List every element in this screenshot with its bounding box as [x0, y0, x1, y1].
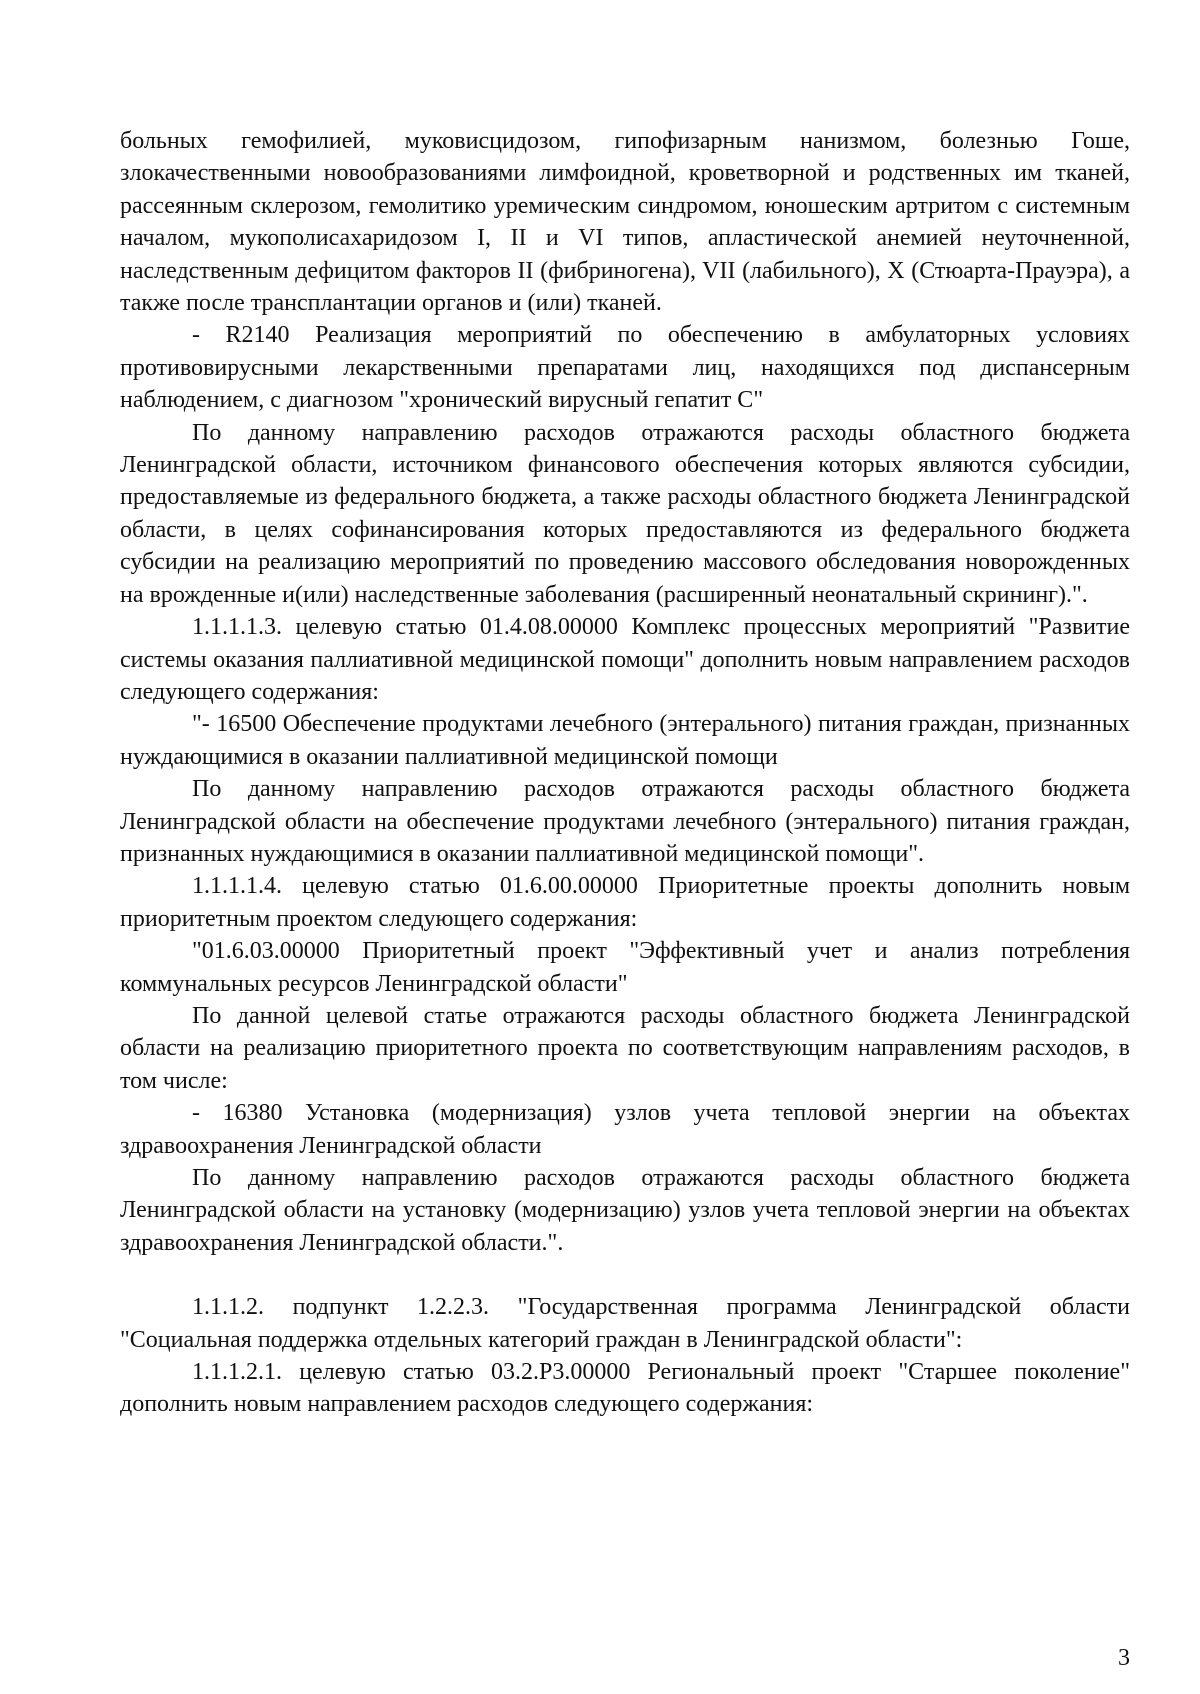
paragraph-1-1-1-1-4: 1.1.1.1.4. целевую статью 01.6.00.00000 Приоритетные проекты дополнить новым приоритетным проектом следующего содержания:: [120, 873, 1130, 932]
paragraph-project-description: По данной целевой статье отражаются расходы областного бюджета Ленинградской области на реализацию приоритетного проекта по соответствующим направлениям расходов, в том числе:: [120, 1002, 1130, 1094]
paragraph-16380-description: По данному направлению расходов отражаются расходы областного бюджета Ленинградской области на установку (модернизацию) узлов учета тепловой энергии на объектах здравоохранения Ленинградской области.".: [120, 1165, 1130, 1256]
paragraph-1-1-1-2: 1.1.1.2. подпункт 1.2.2.3. "Государственная программа Ленинградской области "Социальная поддержка отдельных категорий граждан в Ленинградской области":: [120, 1294, 1130, 1353]
paragraph-16380: - 16380 Установка (модернизация) узлов учета тепловой энергии на объектах здравоохранения Ленинградской области: [120, 1100, 1130, 1159]
paragraph-project-01-6-03: "01.6.03.00000 Приоритетный проект "Эффективный учет и анализ потребления коммунальных ресурсов Ленинградской области": [120, 938, 1130, 997]
page-number: 3: [1118, 1645, 1130, 1671]
paragraph-1-1-1-1-3: 1.1.1.1.3. целевую статью 01.4.08.00000 Комплекс процессных мероприятий "Развитие системы оказания паллиативной медицинской помощи" дополнить новым направлением расходов следующего содержания:: [120, 614, 1130, 705]
paragraph-16500: "- 16500 Обеспечение продуктами лечебного (энтерального) питания граждан, признанных нуждающимися в оказании паллиативной медицинской помощи: [120, 711, 1130, 770]
paragraph-continuation: больных гемофилией, муковисцидозом, гипофизарным нанизмом, болезнью Гоше, злокачественными новообразованиями лимфоидной, кроветворной и родственных им тканей, рассеянным склерозом, гемолитико уремическим синдромом, юношеским артритом с системным началом, мукополисахаридозом I, II и VI типов, апластической анемией неуточненной, наследственным дефицитом факторов II (фибриногена), VII (лабильного), X (Стюарта-Прауэра), а также после трансплантации органов и (или) тканей.: [120, 128, 1130, 317]
paragraph-r2140-description: По данному направлению расходов отражаются расходы областного бюджета Ленинградской области, источником финансового обеспечения которых являются субсидии, предоставляемые из федерального бюджета, а также расходы областного бюджета Ленинградской области, в целях софинансирования которых предоставляются из федерального бюджета субсидии на реализацию мероприятий по проведению массового обследования новорожденных на врожденные и(или) наследственные заболевания (расширенный неонатальный скрининг).".: [120, 419, 1130, 608]
paragraph-r2140: - R2140 Реализация мероприятий по обеспечению в амбулаторных условиях противовирусными лекарственными препаратами лиц, находящихся под диспансерным наблюдением, с диагнозом "хронический вирусный гепатит С": [120, 322, 1130, 414]
paragraph-1-1-1-2-1: 1.1.1.2.1. целевую статью 03.2.Р3.00000 Региональный проект "Старшее поколение" дополнить новым направлением расходов следующего содержания:: [120, 1359, 1130, 1418]
document-body: [120, 125, 1130, 1421]
paragraph-16500-description: По данному направлению расходов отражаются расходы областного бюджета Ленинградской области на обеспечение продуктами лечебного (энтерального) питания граждан, признанных нуждающимися в оказании паллиативной медицинской помощи".: [120, 776, 1130, 867]
